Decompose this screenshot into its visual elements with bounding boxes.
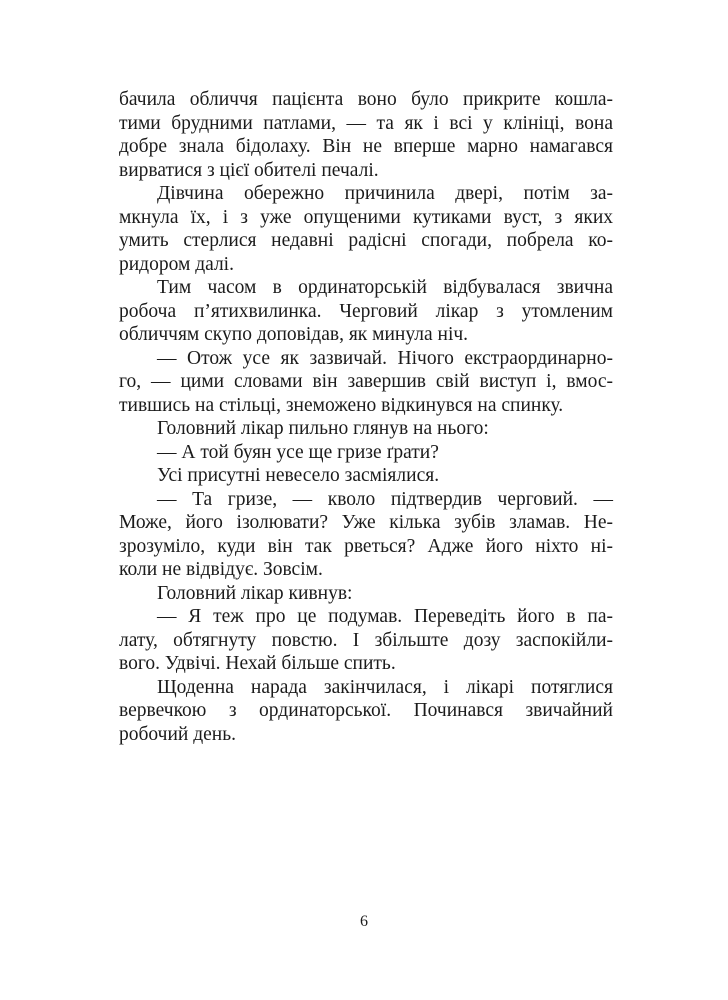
- text-line: вервечкою з ординаторської. Починався звичайний: [119, 700, 613, 721]
- text-line: обличчям скупо доповідав, як минула ніч.: [119, 324, 469, 345]
- text-line: — А той буян усе ще гризе ґрати?: [157, 441, 439, 463]
- text-line: — Та гризе, — кволо підтвердив черговий. —: [157, 488, 613, 510]
- text-line: Дівчина обережно причинила двері, потім за-: [157, 183, 613, 204]
- text-line: Головний лікар пильно глянув на нього:: [157, 418, 489, 439]
- text-line: го, — цими словами він завершив свій виступ і, вмос-: [119, 371, 613, 392]
- text-line: бачила обличчя пацієнта воно було прикрите кошла-: [119, 89, 613, 110]
- text-line: Усі присутні невесело засміялися.: [157, 465, 440, 486]
- text-line: коли не відвідує. Зовсім.: [119, 559, 323, 580]
- page-number: 6: [360, 913, 368, 930]
- text-line: тими брудними патлами, — та як і всі у клініці, вона: [119, 112, 613, 134]
- text-line: Головний лікар кивнув:: [157, 582, 353, 604]
- text-line: — Я теж про це подумав. Переведіть його в па-: [157, 606, 613, 627]
- text-line: Може, його ізолювати? Уже кілька зубів зламав. Не-: [119, 512, 613, 533]
- body-text: [119, 88, 613, 746]
- text-line: вирватися з цієї обителі печалі.: [119, 159, 379, 181]
- text-line: ридором далі.: [119, 253, 234, 275]
- text-line: — Отож усе як зазвичай. Нічого екстраординарно-: [157, 347, 613, 369]
- text-line: лату, обтягнуту повстю. І збільште дозу заспокійли-: [119, 629, 613, 651]
- text-line: добре знала бідолаху. Він не вперше марно намагався: [119, 136, 613, 157]
- text-line: зрозуміло, куди він так рветься? Адже його ніхто ні-: [119, 535, 613, 557]
- text-line: вого. Удвічі. Нехай більше спить.: [119, 653, 396, 674]
- text-line: умить стерлися недавні радісні спогади, побрела ко-: [119, 230, 613, 251]
- text-line: Тим часом в ординаторській відбувалася звична: [157, 277, 613, 298]
- text-line: робочий день.: [119, 723, 236, 745]
- text-line: робоча п’ятихвилинка. Черговий лікар з утомленим: [119, 300, 613, 322]
- text-line: тившись на стільці, знеможено відкинувся на спинку.: [119, 394, 564, 416]
- text-line: мкнула їх, і з уже опущеними кутиками вуст, з яких: [119, 206, 613, 228]
- text-line: Щоденна нарада закінчилася, і лікарі потяглися: [157, 676, 613, 698]
